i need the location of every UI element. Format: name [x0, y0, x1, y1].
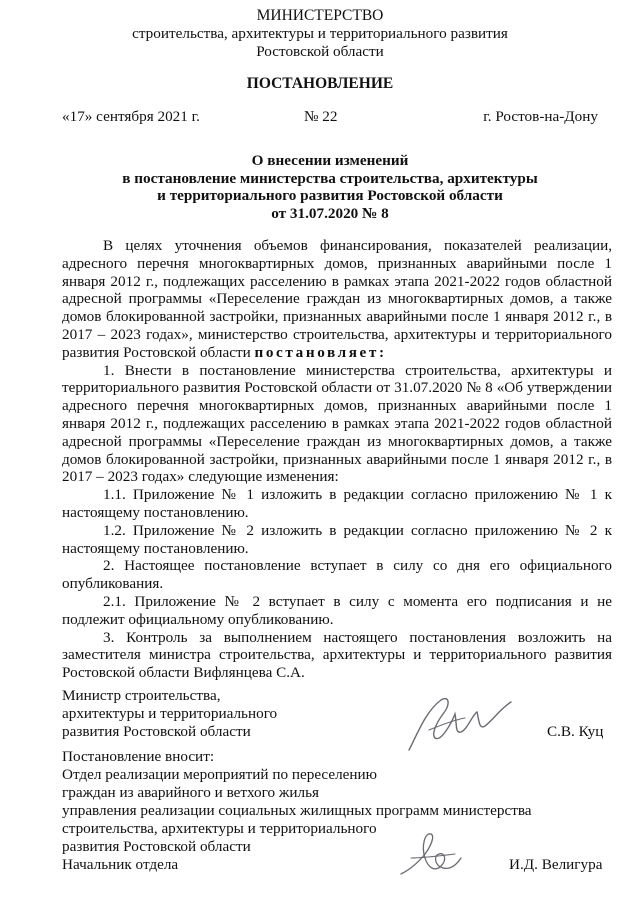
- submitted-by-line: строительства, архитектуры и территориального: [62, 820, 377, 837]
- signatory-title-line: архитектуры и территориального: [62, 705, 278, 722]
- paragraph-item-3: 3. Контроль за выполнением настоящего постановления возложить на заместителя министра строительства, архитектуры и территориального развития Ростовской области Вифлянцева С.А.: [62, 628, 612, 682]
- submitted-by-line: управления реализации социальных жилищных программ министерства: [62, 802, 532, 819]
- preamble-text: В целях уточнения объемов финансирования, показателей реализации, адресного перечня многоквартирных домов, признанных аварийными после 1 января 2012 г., подлежащих расселению в рамках этапа 2021-2022 годов областной адресной программы «Переселение граждан из многоквартирных домов, а также домов блокированной застройки, признанных аварийными после 1 января 2012 г., в 2017 – 2023 годах», министерство строительства, архитектуры и территориального развития Ростовской области: [62, 237, 612, 361]
- minister-signature-block: [62, 687, 277, 741]
- title-line: от 31.07.2020 № 8: [271, 204, 389, 222]
- document-date: «17» сентября 2021 г.: [62, 108, 200, 125]
- submitted-by-line: Отдел реализации мероприятий по переселению: [62, 766, 378, 783]
- submitted-by-line: Постановление вносит:: [62, 748, 215, 765]
- document-number: № 22: [304, 108, 338, 125]
- ministry-subheading: строительства, архитектуры и территориального развития: [132, 25, 508, 42]
- title-line: в постановление министерства строительства, архитектуры: [122, 169, 538, 187]
- region-heading: Ростовской области: [256, 43, 384, 60]
- paragraph-item-2-1: 2.1. Приложение № 2 вступает в силу с момента его подписания и не подлежит официальному опубликованию.: [62, 592, 612, 628]
- paragraph-preamble: [62, 237, 612, 362]
- title-line: и территориального развития Ростовской области: [157, 187, 503, 204]
- document-title: [62, 152, 598, 222]
- minister-name: С.В. Куц: [547, 723, 604, 740]
- signature-icon: [395, 828, 465, 883]
- submitted-by-line: граждан из аварийного и ветхого жилья: [62, 784, 319, 801]
- document-city: г. Ростов-на-Дону: [483, 108, 598, 125]
- paragraph-item-2: 2. Настоящее постановление вступает в силу со дня его официального опубликования.: [62, 557, 612, 593]
- department-head-name: И.Д. Велигура: [509, 856, 603, 873]
- paragraph-item-1: 1. Внести в постановление министерства строительства, архитектуры и территориального развития Ростовской области от 31.07.2020 № 8 «Об утверждении адресного перечня многоквартирных домов, признанных аварийными после 1 января 2012 г., подлежащих расселению в рамках этапа 2021-2022 годов областной адресной программы «Переселение граждан из многоквартирных домов, а также домов блокированной застройки, признанных аварийными после 1 января 2012 г., в 2017 – 2023 годах» следующие изменения:: [62, 361, 612, 486]
- date-line: [62, 108, 598, 126]
- signatory-title-line: развития Ростовской области: [62, 723, 251, 740]
- signatory-title-line: Министр строительства,: [62, 687, 221, 704]
- department-head-handwritten-signature: [395, 828, 465, 883]
- title-line: О внесении изменений: [251, 152, 409, 169]
- document-type: ПОСТАНОВЛЕНИЕ: [246, 75, 394, 92]
- paragraph-item-1-1: 1.1. Приложение № 1 изложить в редакции согласно приложению № 1 к настоящему постановлению.: [62, 486, 612, 521]
- resolves-word: постановляет:: [254, 343, 387, 361]
- paragraph-item-1-2: 1.2. Приложение № 2 изложить в редакции согласно приложению № 2 к настоящему постановлению.: [62, 521, 612, 557]
- submitted-by-line: Начальник отдела: [62, 856, 179, 873]
- document-body: [62, 237, 612, 682]
- submitted-by-line: развития Ростовской области: [62, 838, 251, 855]
- ministry-heading: МИНИСТЕРСТВО: [256, 7, 384, 24]
